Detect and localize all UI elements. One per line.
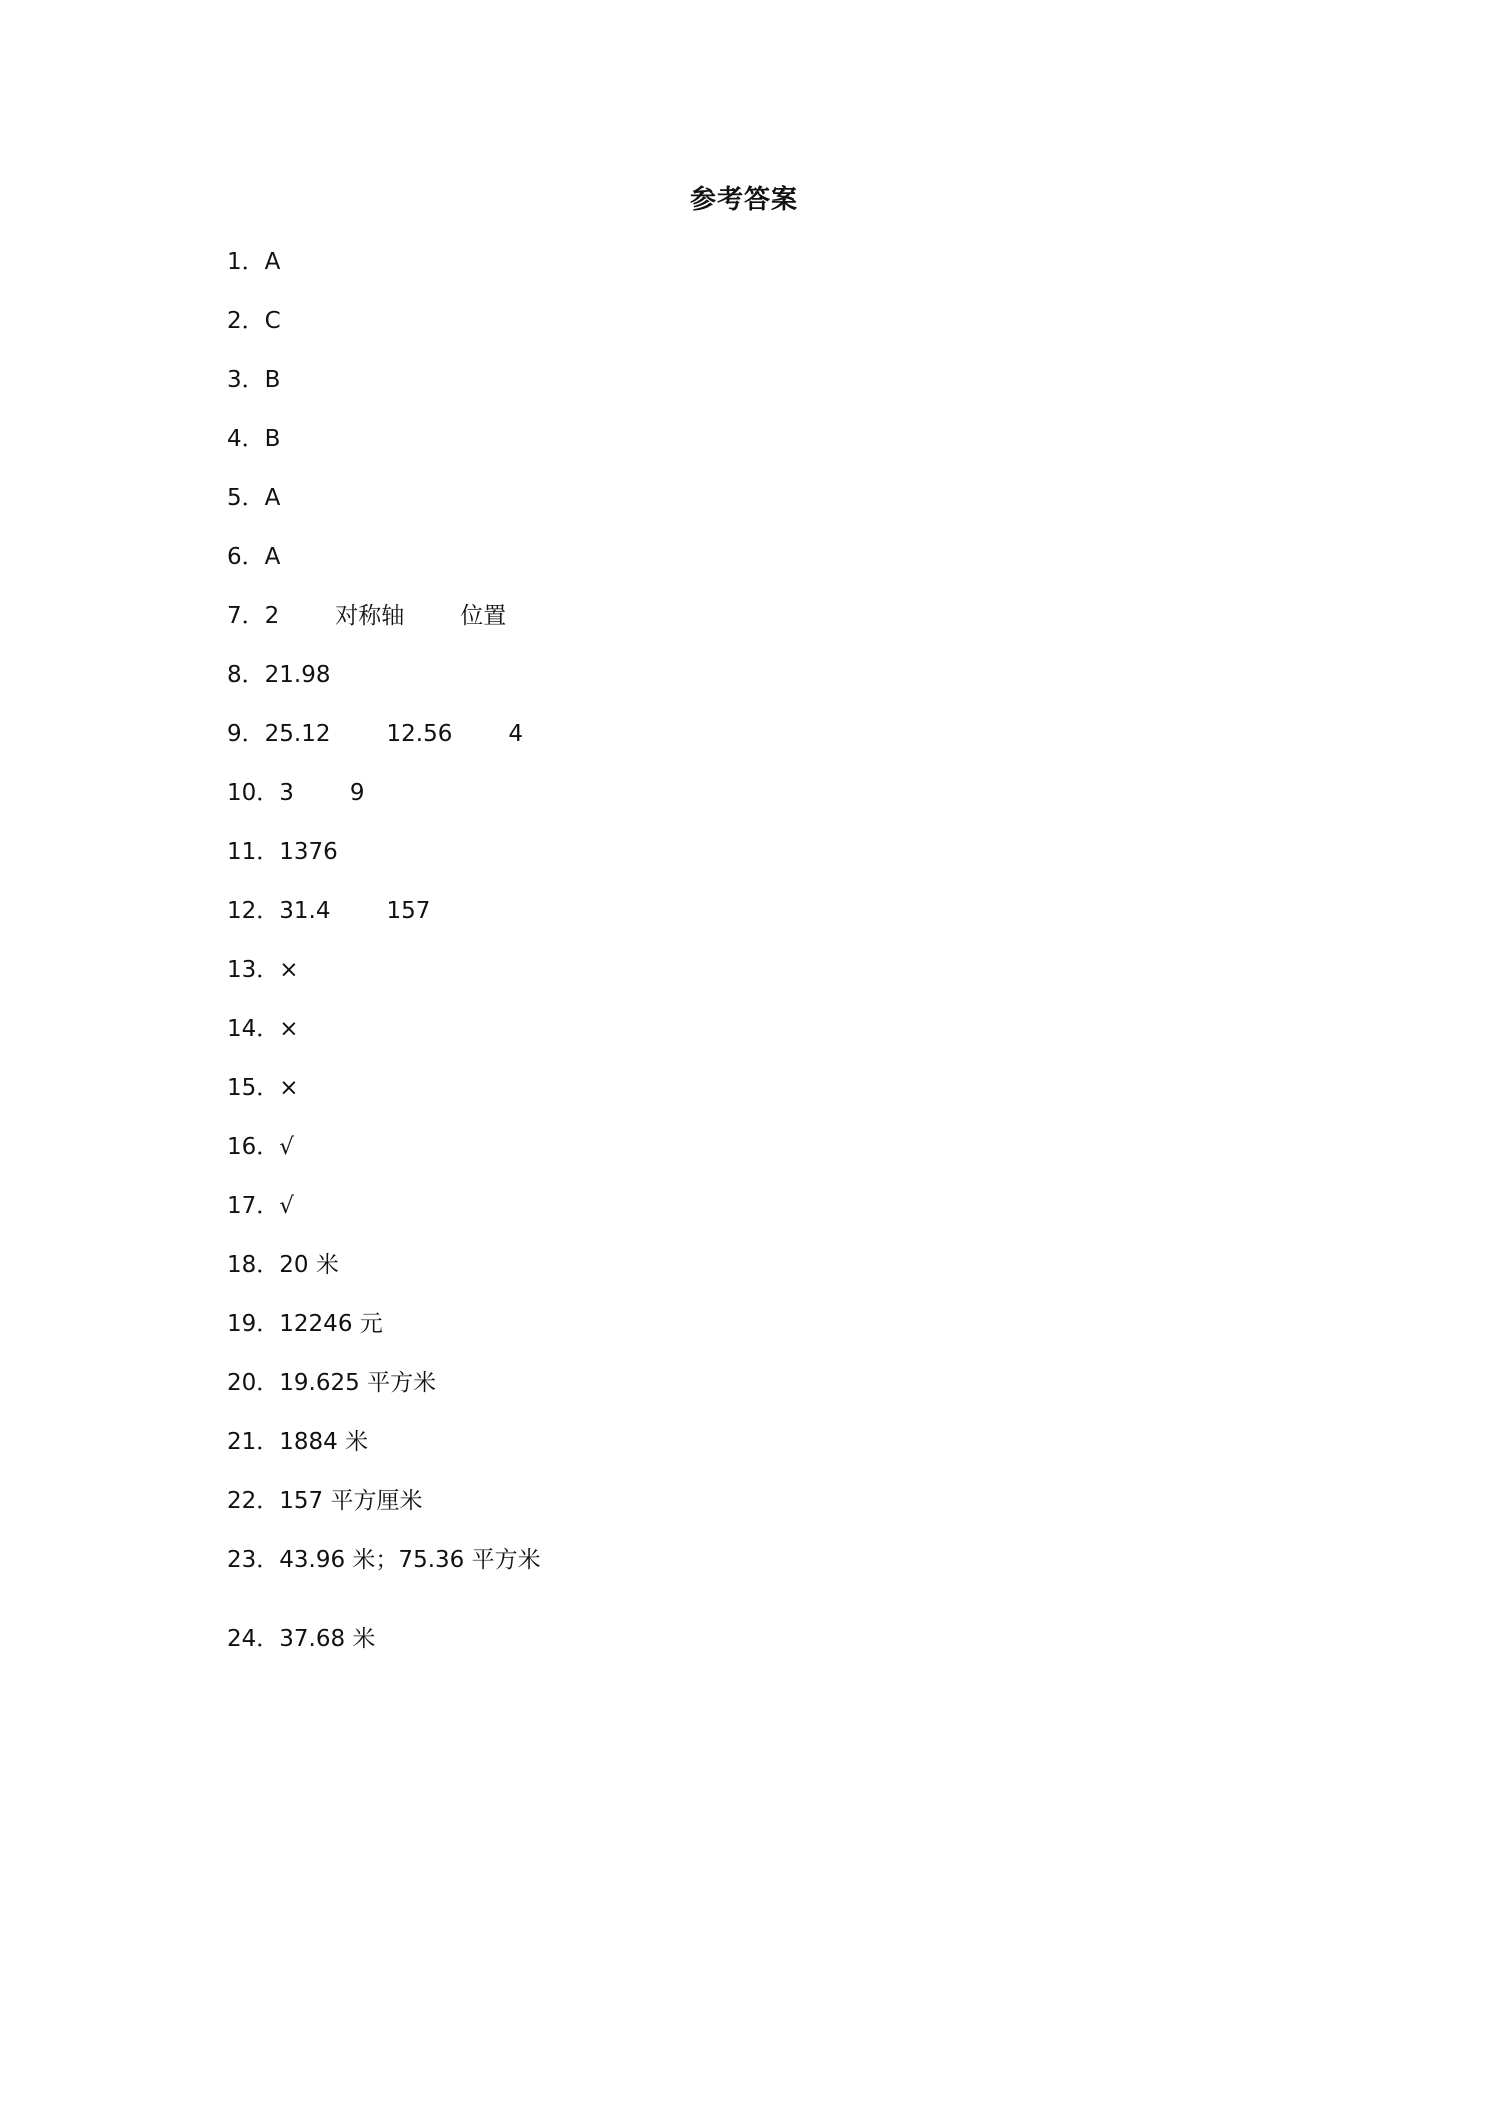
- answer-value: 位置: [460, 602, 507, 629]
- answer-value: 19.625 平方米: [279, 1369, 437, 1396]
- answer-value: B: [264, 366, 281, 393]
- answer-value: ×: [279, 1074, 299, 1101]
- answer-value: A: [264, 484, 281, 511]
- answer-value: 3: [279, 779, 294, 806]
- answer-item-9: [227, 704, 541, 763]
- answer-number: 18．: [227, 1251, 280, 1278]
- answer-value: 1376: [279, 838, 338, 865]
- answer-item-17: [227, 1176, 541, 1235]
- answer-value: 12246 元: [279, 1310, 383, 1337]
- answer-value: 20 米: [279, 1251, 339, 1278]
- answer-value: ×: [279, 1015, 299, 1042]
- answer-value: 21.98: [264, 661, 331, 688]
- answer-number: 16．: [227, 1133, 280, 1160]
- answer-number: 3．: [227, 366, 265, 393]
- answer-number: 12．: [227, 897, 280, 924]
- answer-item-20: [227, 1353, 541, 1412]
- answer-value: 4: [508, 720, 523, 747]
- answer-item-24: [227, 1609, 541, 1668]
- answer-value: A: [264, 543, 281, 570]
- answer-item-14: [227, 999, 541, 1058]
- answer-item-5: [227, 468, 541, 527]
- answer-item-23: [227, 1530, 541, 1589]
- answer-item-6: [227, 527, 541, 586]
- answer-value: 对称轴: [335, 602, 405, 629]
- answer-item-11: [227, 822, 541, 881]
- answer-number: 15．: [227, 1074, 280, 1101]
- answer-value: 31.4: [279, 897, 331, 924]
- answer-value: 37.68 米: [279, 1625, 376, 1652]
- answer-item-18: [227, 1235, 541, 1294]
- answer-number: 20．: [227, 1369, 280, 1396]
- answer-item-1: [227, 232, 541, 291]
- answer-number: 19．: [227, 1310, 280, 1337]
- answer-item-8: [227, 645, 541, 704]
- answer-value: √: [279, 1133, 294, 1160]
- answer-item-22: [227, 1471, 541, 1530]
- answer-value: 1884 米: [279, 1428, 369, 1455]
- answer-item-15: [227, 1058, 541, 1117]
- answer-item-3: [227, 350, 541, 409]
- answer-value: 157: [386, 897, 431, 924]
- answer-item-21: [227, 1412, 541, 1471]
- answer-number: 11．: [227, 838, 280, 865]
- answer-number: 1．: [227, 248, 265, 275]
- answer-number: 22．: [227, 1487, 280, 1514]
- answer-value: ×: [279, 956, 299, 983]
- answer-value: 2: [264, 602, 280, 629]
- answer-item-12: [227, 881, 541, 940]
- answer-number: 13．: [227, 956, 280, 983]
- answer-number: 2．: [227, 307, 265, 334]
- answer-number: 24．: [227, 1625, 280, 1652]
- answer-number: 10．: [227, 779, 280, 806]
- answer-value: 9: [349, 779, 365, 806]
- answer-number: 4．: [227, 425, 265, 452]
- answer-number: 9．: [227, 720, 265, 747]
- answer-value: 43.96 米；75.36 平方米: [279, 1546, 541, 1573]
- answer-number: 6．: [227, 543, 265, 570]
- answer-value: √: [279, 1192, 294, 1219]
- answer-number: 21．: [227, 1428, 280, 1455]
- answer-number: 7．: [227, 602, 265, 629]
- answer-value: A: [264, 248, 281, 275]
- answer-item-2: [227, 291, 541, 350]
- answer-value: 12.56: [386, 720, 453, 747]
- answer-item-4: [227, 409, 541, 468]
- answer-value: C: [264, 307, 281, 334]
- answer-value: B: [264, 425, 281, 452]
- answer-number: 5．: [227, 484, 265, 511]
- answer-value: 25.12: [264, 720, 331, 747]
- answer-item-7: [227, 586, 541, 645]
- answer-number: 8．: [227, 661, 265, 688]
- answer-item-10: [227, 763, 541, 822]
- answer-number: 17．: [227, 1192, 280, 1219]
- answer-number: 23．: [227, 1546, 280, 1573]
- page-title: 参考答案: [689, 185, 798, 215]
- answer-item-16: [227, 1117, 541, 1176]
- answer-item-19: [227, 1294, 541, 1353]
- answer-value: 157 平方厘米: [279, 1487, 423, 1514]
- answer-number: 14．: [227, 1015, 280, 1042]
- answer-item-13: [227, 940, 541, 999]
- answer-list: [227, 232, 541, 1668]
